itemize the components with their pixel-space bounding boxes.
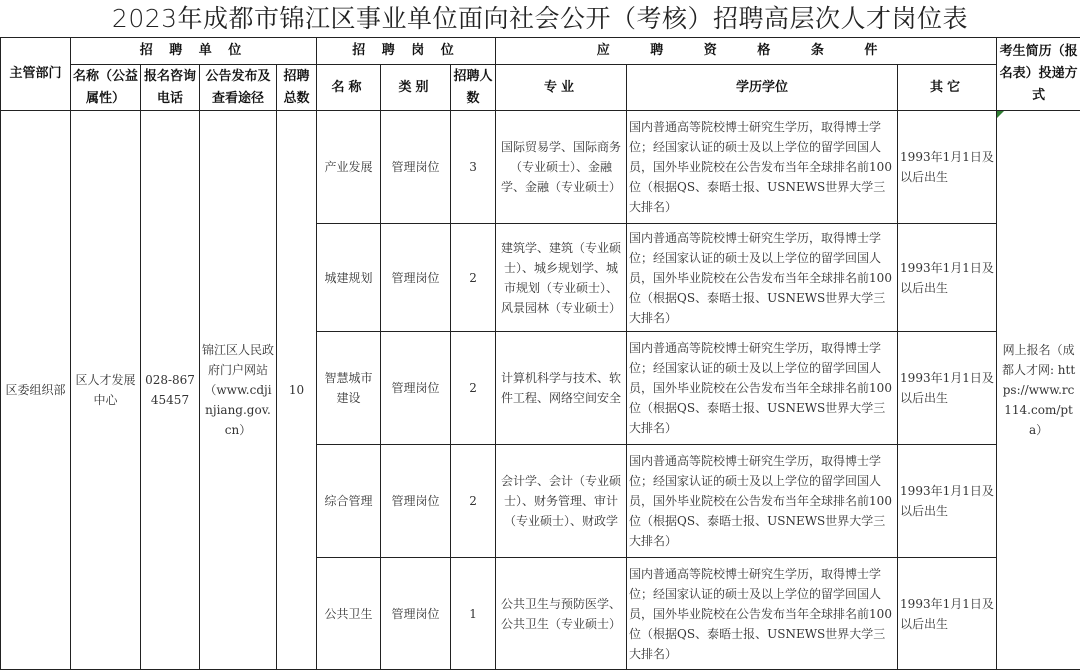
post-count-cell: 2 [451, 224, 496, 332]
major-cell: 建筑学、建筑（专业硕士）、城乡规划学、城市规划（专业硕士）、风景园林（专业硕士） [496, 224, 627, 332]
recruitment-table [0, 37, 1080, 670]
total-cell: 10 [277, 111, 317, 670]
post-name-cell: 智慧城市建设 [317, 332, 381, 445]
page-title: 2023年成都市锦江区事业单位面向社会公开（考核）招聘高层次人才岗位表 [111, 4, 969, 33]
other-cell: 1993年1月1日及以后出生 [898, 332, 997, 445]
notice-cell: 锦江区人民政府门户网站（www.cdjinjiang.gov.cn） [200, 111, 277, 670]
post-type-cell: 管理岗位 [381, 445, 451, 558]
header-major: 专业 [496, 65, 627, 111]
cell-comment-marker-icon [997, 111, 1004, 118]
education-cell: 国内普通高等院校博士研究生学历，取得博士学位；经国家认证的硕士及以上学位的留学回国人员，国外毕业院校在公告发布当年全球排名前100位（根据QS、泰晤士报、USNEWS世界大学三大排名） [627, 111, 898, 224]
header-other: 其它 [898, 65, 997, 111]
table-row [1, 111, 1080, 224]
header-post-count: 招聘人数 [451, 65, 496, 111]
post-name-cell: 综合管理 [317, 445, 381, 558]
major-cell: 会计学、会计（专业硕士）、财务管理、审计（专业硕士）、财政学 [496, 445, 627, 558]
major-cell: 国际贸易学、国际商务（专业硕士）、金融学、金融（专业硕士） [496, 111, 627, 224]
post-count-cell: 2 [451, 445, 496, 558]
header-total: 招聘总数 [277, 65, 317, 111]
post-name-cell: 公共卫生 [317, 558, 381, 670]
education-cell: 国内普通高等院校博士研究生学历，取得博士学位；经国家认证的硕士及以上学位的留学回国人员，国外毕业院校在公告发布当年全球排名前100位（根据QS、泰晤士报、USNEWS世界大学三大排名） [627, 558, 898, 670]
post-type-cell: 管理岗位 [381, 111, 451, 224]
header-unit-name: 名称（公益属性） [71, 65, 141, 111]
header-submit-method: 考生简历（报名表）投递方式 [997, 38, 1080, 111]
major-cell: 公共卫生与预防医学、公共卫生（专业硕士） [496, 558, 627, 670]
header-group-requirements: 应 聘 资 格 条 件 [496, 38, 997, 65]
education-cell: 国内普通高等院校博士研究生学历，取得博士学位；经国家认证的硕士及以上学位的留学回国人员，国外毕业院校在公告发布当年全球排名前100位（根据QS、泰晤士报、USNEWS世界大学三大排名） [627, 224, 898, 332]
other-cell: 1993年1月1日及以后出生 [898, 224, 997, 332]
unit-name-cell: 区人才发展中心 [71, 111, 141, 670]
post-type-cell: 管理岗位 [381, 332, 451, 445]
header-post-name: 名称 [317, 65, 381, 111]
post-count-cell: 1 [451, 558, 496, 670]
other-cell: 1993年1月1日及以后出生 [898, 445, 997, 558]
header-post-type: 类别 [381, 65, 451, 111]
education-cell: 国内普通高等院校博士研究生学历，取得博士学位；经国家认证的硕士及以上学位的留学回国人员，国外毕业院校在公告发布当年全球排名前100位（根据QS、泰晤士报、USNEWS世界大学三大排名） [627, 332, 898, 445]
header-education: 学历学位 [627, 65, 898, 111]
post-name-cell: 产业发展 [317, 111, 381, 224]
education-cell: 国内普通高等院校博士研究生学历，取得博士学位；经国家认证的硕士及以上学位的留学回国人员，国外毕业院校在公告发布当年全球排名前100位（根据QS、泰晤士报、USNEWS世界大学三大排名） [627, 445, 898, 558]
major-cell: 计算机科学与技术、软件工程、网络空间安全 [496, 332, 627, 445]
header-group-post: 招 聘 岗 位 [317, 38, 496, 65]
phone-cell: 028-86745457 [141, 111, 200, 670]
post-type-cell: 管理岗位 [381, 224, 451, 332]
header-dept: 主管部门 [1, 38, 71, 111]
post-name-cell: 城建规划 [317, 224, 381, 332]
post-type-cell: 管理岗位 [381, 558, 451, 670]
submit-method-cell: 网上报名（成都人才网: https://www.rc114.com/pta） [997, 111, 1080, 670]
dept-cell: 区委组织部 [1, 111, 71, 670]
post-count-cell: 3 [451, 111, 496, 224]
other-cell: 1993年1月1日及以后出生 [898, 558, 997, 670]
header-group-unit: 招 聘 单 位 [71, 38, 317, 65]
header-phone: 报名咨询电话 [141, 65, 200, 111]
other-cell: 1993年1月1日及以后出生 [898, 111, 997, 224]
post-count-cell: 2 [451, 332, 496, 445]
header-notice: 公告发布及查看途径 [200, 65, 277, 111]
